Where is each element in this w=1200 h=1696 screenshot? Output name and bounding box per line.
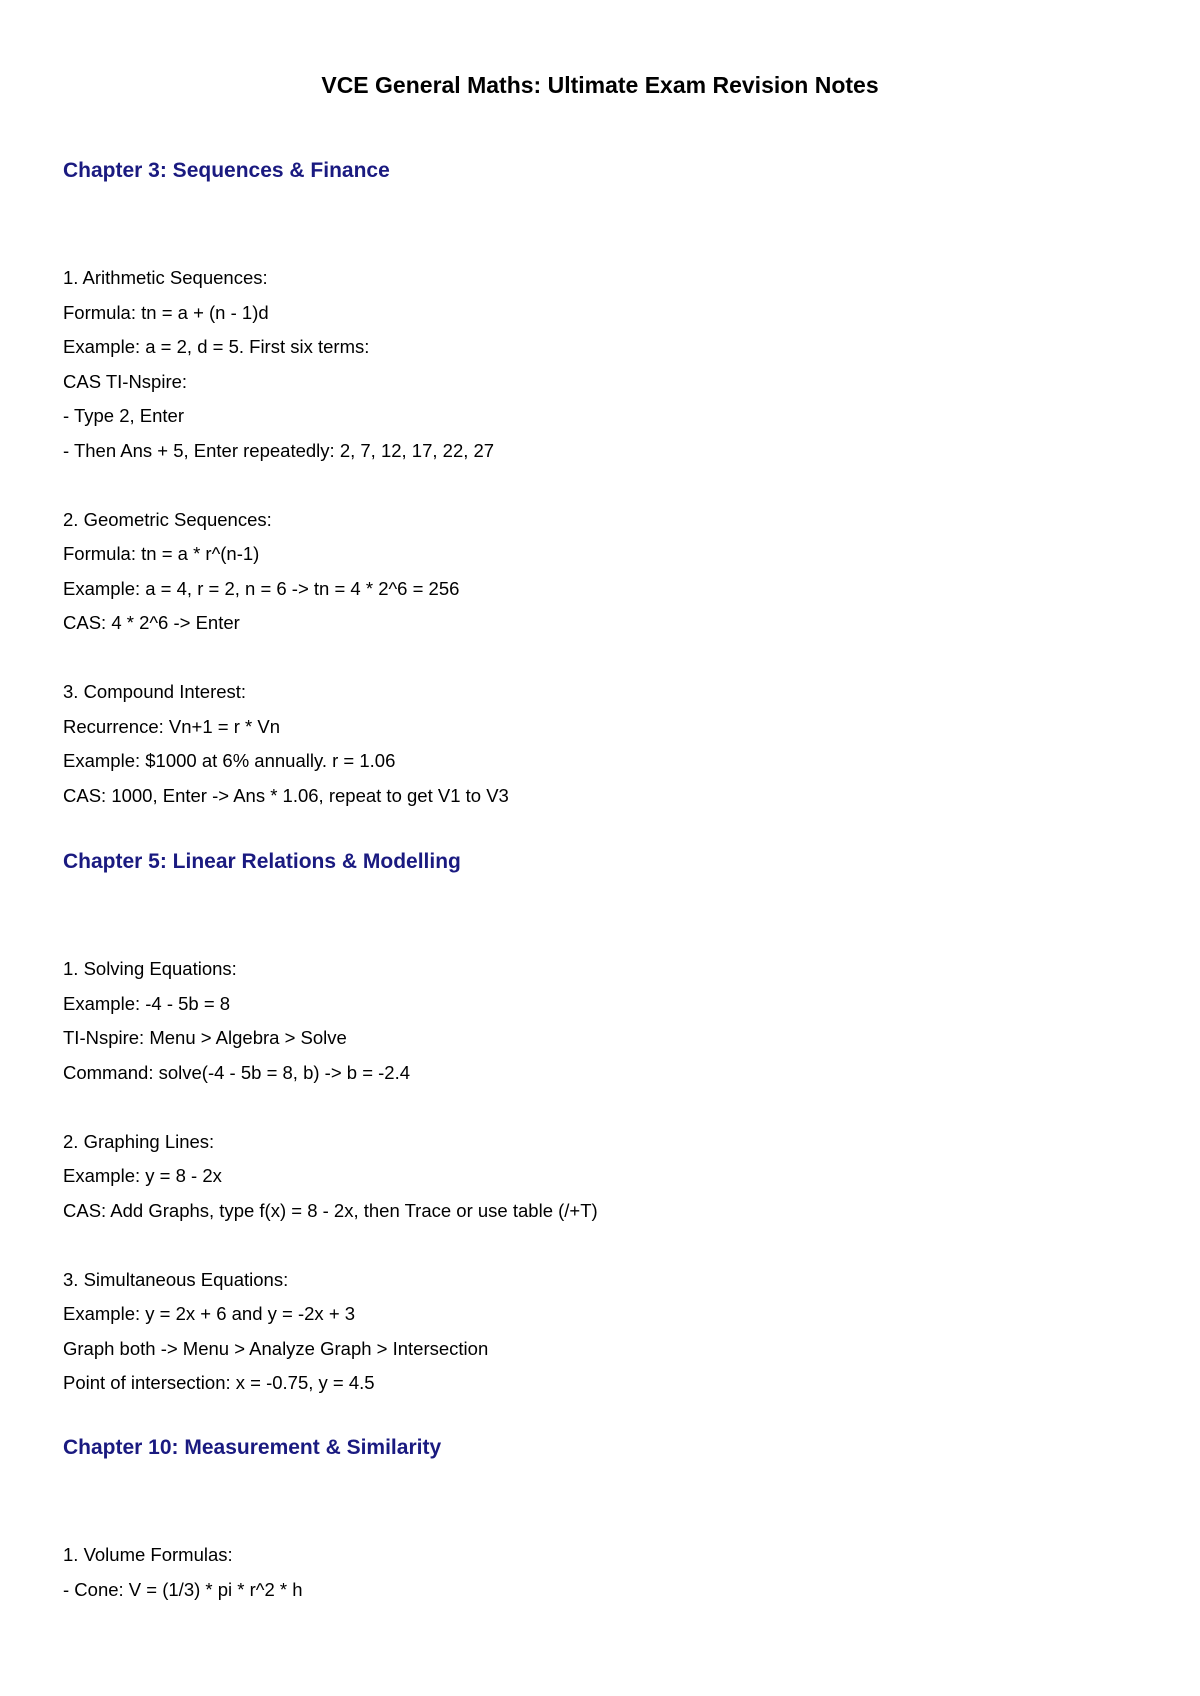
chapter-content [63, 952, 598, 1401]
chapter-10-section [63, 1434, 441, 1607]
note-line: Example: $1000 at 6% annually. r = 1.06 [63, 750, 396, 771]
topic-title: 1. Arithmetic Sequences: [63, 267, 268, 288]
topic-title: 2. Geometric Sequences: [63, 508, 272, 530]
note-line: Example: -4 - 5b = 8 [63, 992, 231, 1014]
note-line: - Then Ans + 5, Enter repeatedly: 2, 7, 12, 17, 22, 27 [63, 439, 495, 461]
topic-title: 2. Graphing Lines: [63, 1130, 215, 1152]
chapter-content [63, 1538, 441, 1607]
note-line: - Type 2, Enter [63, 405, 184, 426]
note-line: Command: solve(-4 - 5b = 8, b) -> b = -2.4 [63, 1061, 411, 1083]
topic-geometric-sequences [63, 503, 509, 641]
topic-arithmetic-sequences [63, 261, 509, 468]
topic-compound-interest [63, 675, 509, 813]
note-line: Graph both -> Menu > Analyze Graph > Intersection [63, 1337, 489, 1359]
topic-simultaneous-equations [63, 1263, 598, 1401]
note-line: - Cone: V = (1/3) * pi * r^2 * h [63, 1578, 303, 1600]
note-line: Formula: tn = a * r^(n-1) [63, 543, 260, 564]
note-line: CAS: Add Graphs, type f(x) = 8 - 2x, then Trace or use table (/+T) [63, 1199, 598, 1221]
topic-solving-equations [63, 952, 598, 1090]
note-line: Example: a = 4, r = 2, n = 6 -> tn = 4 * 2^6 = 256 [63, 577, 460, 599]
chapter-heading: Chapter 10: Measurement & Similarity [63, 1436, 442, 1459]
note-line: TI-Nspire: Menu > Algebra > Solve [63, 1027, 347, 1048]
note-line: Formula: tn = a + (n - 1)d [63, 301, 269, 323]
note-line: CAS: 4 * 2^6 -> Enter [63, 612, 240, 633]
note-line: Example: y = 2x + 6 and y = -2x + 3 [63, 1303, 356, 1324]
note-line: Example: a = 2, d = 5. First six terms: [63, 336, 370, 357]
chapter-3-section [63, 157, 509, 813]
topic-volume-formulas [63, 1538, 441, 1607]
topic-title: 1. Volume Formulas: [63, 1544, 233, 1565]
note-line: Point of intersection: x = -0.75, y = 4.5 [63, 1372, 375, 1393]
note-line: Example: y = 8 - 2x [63, 1165, 222, 1186]
chapter-5-section [63, 848, 598, 1401]
document-title: VCE General Maths: Ultimate Exam Revision Notes [321, 72, 879, 98]
note-line: CAS TI-Nspire: [63, 370, 188, 392]
topic-title: 1. Solving Equations: [63, 958, 237, 979]
note-line: CAS: 1000, Enter -> Ans * 1.06, repeat to get V1 to V3 [63, 784, 509, 806]
note-line: Recurrence: Vn+1 = r * Vn [63, 715, 280, 737]
topic-title: 3. Compound Interest: [63, 681, 247, 702]
chapter-heading: Chapter 5: Linear Relations & Modelling [63, 850, 461, 873]
chapter-heading: Chapter 3: Sequences & Finance [63, 159, 390, 182]
topic-graphing-lines [63, 1125, 598, 1229]
chapter-content [63, 261, 509, 813]
topic-title: 3. Simultaneous Equations: [63, 1268, 289, 1290]
